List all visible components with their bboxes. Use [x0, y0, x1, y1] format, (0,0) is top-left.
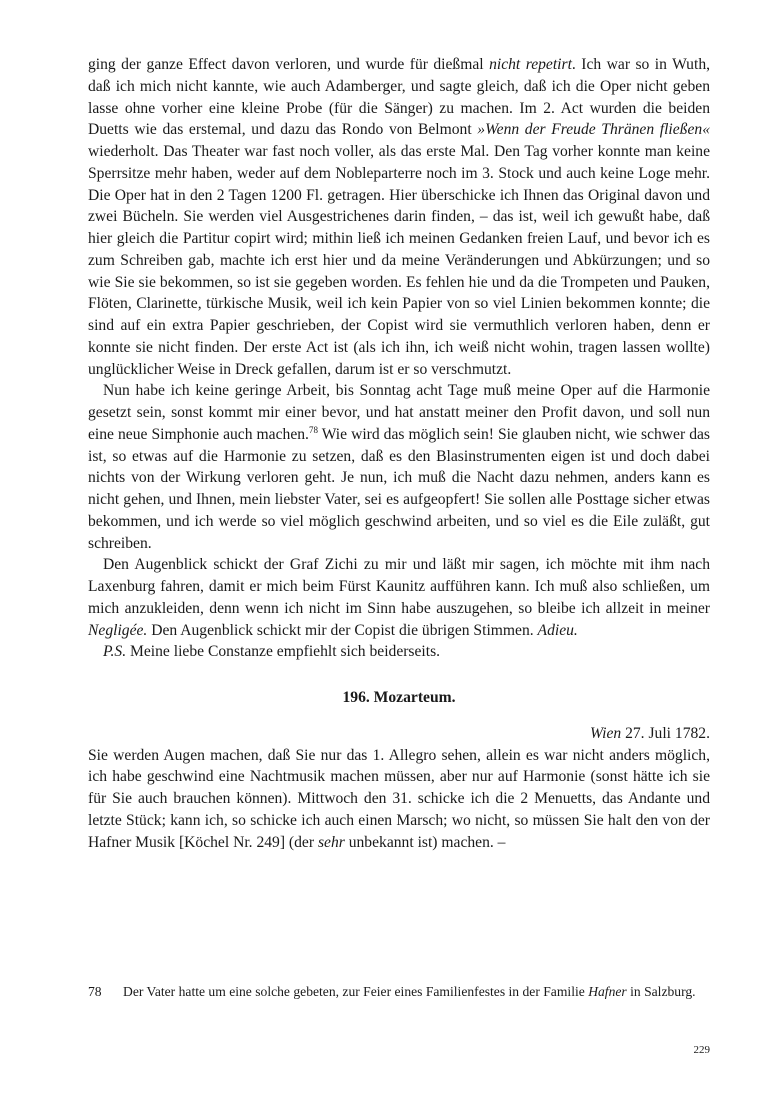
paragraph-2-text: Nun habe ich keine geringe Arbeit, bis Sonntag acht Tage muß meine Oper auf die Harmonie gesetzt sein, sonst kommt mir einer bevor, und hat anstatt meiner den Profit davon, und soll nun eine neue Simphonie auch machen. [88, 382, 710, 443]
paragraph-1-text: ging der ganze Effect davon verloren, und wurde für dießmal [88, 56, 490, 73]
paragraph-3-text: Den Augenblick schickt mir der Copist die übrigen Stimmen. [147, 621, 538, 639]
postscript [88, 641, 710, 663]
paragraph-3-text: Den Augenblick schickt der Graf Zichi zu mir und läßt mir sagen, ich möchte mit ihm nach Laxenburg fahren, damit er mich beim Fürst Kaunitz aufführen kann. Ich muß also schließen, um mich anzukleiden, denn wenn ich nicht im Sinn habe auszugehen, so bleibe ich allzeit in meiner [88, 556, 710, 617]
footnote-number: 78 [88, 984, 102, 999]
paragraph-1 [88, 54, 710, 380]
paragraph-2 [88, 380, 710, 554]
paragraph-5-text: unbekannt ist) machen. – [344, 833, 506, 851]
footnote-text-part: in Salzburg. [626, 984, 696, 999]
postscript-text: Meine liebe Constanze empfiehlt sich beiderseits. [126, 643, 441, 661]
paragraph-5-text: Sie werden Augen machen, daß Sie nur das 1. Allegro sehen, allein es war nicht anders möglich, ich habe geschwind eine Nachtmusik machen müssen, aber nur auf Harmonie (sonst hätte ich sie für Sie auch brauchen können). Mittwoch den 31. schicke ich die 2 Menuetts, das Andante und letzte Stück; kann ich, so schicke ich auch einen Marsch; wo nicht, so müssen Sie halt den von der Hafner Musik [Köchel Nr. 249] (der [88, 746, 710, 851]
footnote-reference[interactable]: 78 [308, 424, 318, 435]
postscript-label: P.S. [103, 643, 127, 661]
dateline-place: Wien [590, 724, 622, 742]
paragraph-5 [88, 745, 710, 854]
paragraph-5-italic: sehr [317, 833, 345, 851]
paragraph-1-quote: »Wenn der Freude Thränen fließen« [477, 121, 710, 139]
paragraph-3-italic: Adieu. [537, 621, 578, 639]
paragraph-3 [88, 554, 710, 641]
letter-heading: 196. Mozarteum. [342, 689, 456, 706]
dateline [88, 723, 710, 745]
page-number: 229 [693, 1044, 710, 1056]
paragraph-1-text: . Ich war so in Wuth, daß ich mich nicht kannte, wie auch Adamberger, und sagte gleich, daß ich die Oper nicht geben lasse ohne vorher eine kleine Probe (für die Sänger) zu machen. Im 2. Act wurden die beiden Duetts wie das erstemal, und dazu das Rondo von Belmont [88, 56, 711, 139]
paragraph-2-text: Wie wird das möglich sein! Sie glauben nicht, wie schwer das ist, so etwas auf die Harmonie zu setzen, daß es den Blasinstrumenten eigen ist und doch dabei nichts von der Wirkung verloren geht. Je nun, ich muß die Nacht dazu nehmen, anders kann es nicht gehen, und Ihnen, mein liebster Vater, sei es aufgeopfert! Sie sollen alle Posttage sicher etwas bekommen, und ich werde so viel möglich geschwind arbeiten, und so viel es die Eile zuläßt, gut schreiben. [88, 425, 710, 552]
paragraph-1-italic: nicht repetirt [489, 56, 572, 73]
letter-body [88, 54, 710, 853]
footnote [88, 982, 710, 1001]
dateline-date: 27. Juli 1782. [621, 724, 710, 742]
footnote-text-part: Der Vater hatte um eine solche gebeten, zur Feier eines Familienfestes in der Familie [123, 984, 589, 999]
paragraph-1-text: wiederholt. Das Theater war fast noch voller, als das erste Mal. Den Tag vorher konnte man keine Sperrsitze mehr haben, weder auf dem Nobleparterre noch im 3. Stock und auch keine Loge mehr. Die Oper hat in den 2 Tagen 1200 Fl. getragen. Hier überschicke ich Ihnen das Original davon und zwei Bücheln. Sie werden viel Ausgestrichenes darin finden, – das ist, weil ich gewußt habe, daß hier gleich die Partitur copirt wird; mithin ließ ich meinen Gedanken freien Lauf, und bevor ich es zum Schreiben gab, machte ich erst hier und da meine Veränderungen und Abkürzungen; und so wie Sie sie bekommen, so ist sie gegeben worden. Es fehlen hie und da die Trompeten und Pauken, Flöten, Clarinette, türkische Musik, weil ich kein Papier von so viel Linien bekommen konnte; die sind auf ein extra Papier geschrieben, der Copist wird sie vermuthlich verloren haben, denn er konnte sie nicht finden. Der erste Act ist (als ich ihn, ich weiß nicht wohin, tragen lassen wollte) unglücklicher Weise in Dreck gefallen, darum ist er so verschmutzt. [88, 143, 710, 378]
footnote-text [123, 982, 710, 1001]
paragraph-3-italic: Negligée. [88, 621, 148, 639]
footnote-italic: Hafner [588, 984, 627, 999]
